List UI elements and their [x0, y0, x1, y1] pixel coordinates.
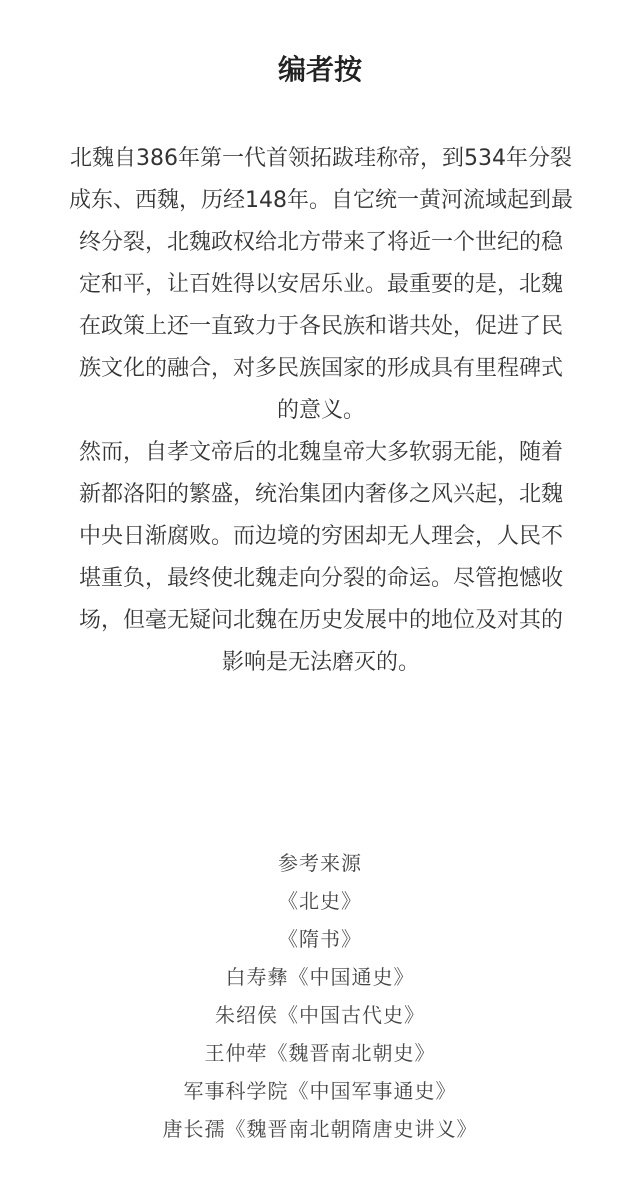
text-line: 在政策上还一直致力于各民族和谐共处，促进了民: [78, 314, 563, 339]
reference-item: 朱绍侯《中国古代史》: [215, 1003, 425, 1027]
text-line: 的意义。: [276, 398, 365, 423]
text-line: 场，但毫无疑问北魏在历史发展中的地位及对其的: [78, 608, 563, 633]
references-heading: 参考来源: [278, 851, 362, 875]
text-line: 族文化的融合，对多民族国家的形成具有里程碑式: [78, 356, 563, 381]
reference-item: 《北史》: [278, 889, 362, 913]
text-line: 北魏自386年第一代首领拓跋珪称帝，到534年分裂: [70, 146, 572, 171]
page-title: 编者按: [277, 53, 362, 86]
reference-item: 王仲荦《魏晋南北朝史》: [204, 1041, 436, 1065]
references-section: [0, 844, 640, 1148]
reference-item: 唐长孺《魏晋南北朝隋唐史讲义》: [162, 1117, 478, 1141]
text-line: 新都洛阳的繁盛，统治集团内奢侈之风兴起，北魏: [78, 482, 563, 507]
reference-item: 白寿彝《中国通史》: [225, 965, 415, 989]
text-line: 终分裂，北魏政权给北方带来了将近一个世纪的稳: [78, 230, 563, 255]
reference-item: 《隋书》: [278, 927, 362, 951]
text-line: 然而，自孝文帝后的北魏皇帝大多软弱无能，随着: [78, 440, 563, 465]
text-line: 成东、西魏，历经148年。自它统一黄河流域起到最: [69, 188, 573, 213]
paragraph-2: [22, 432, 620, 684]
text-line: 影响是无法磨灭的。: [221, 650, 420, 675]
text-line: 定和平，让百姓得以安居乐业。最重要的是，北魏: [78, 272, 563, 297]
reference-item: 军事科学院《中国军事通史》: [183, 1079, 457, 1103]
article-body: [22, 138, 620, 684]
text-line: 中央日渐腐败。而边境的穷困却无人理会，人民不: [78, 524, 563, 549]
text-line: 堪重负，最终使北魏走向分裂的命运。尽管抱憾收: [78, 566, 563, 591]
paragraph-1: [22, 138, 620, 432]
